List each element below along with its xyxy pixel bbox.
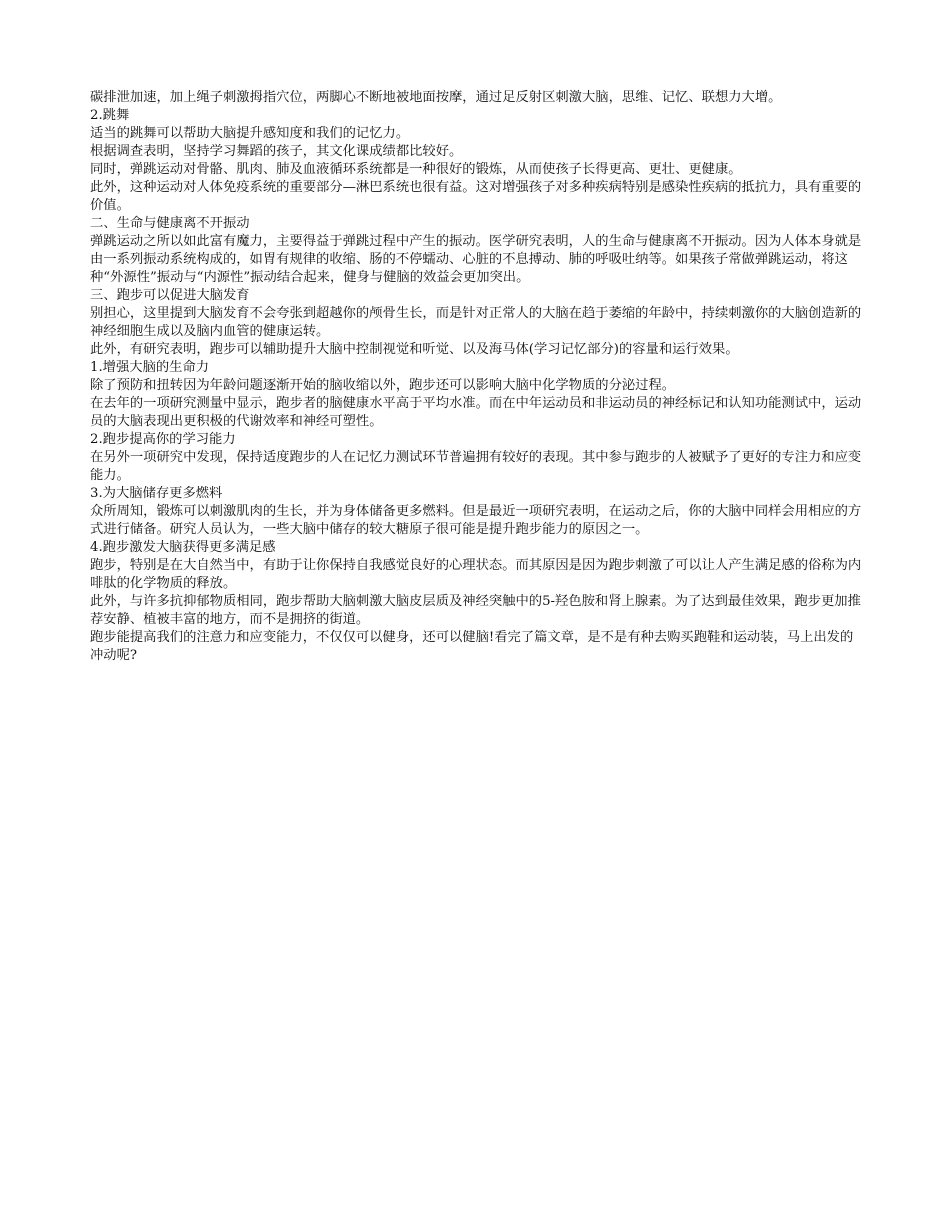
paragraph: 除了预防和扭转因为年龄问题逐渐开始的脑收缩以外，跑步还可以影响大脑中化学物质的分泌过程。	[90, 378, 676, 393]
subheading-dance: 2.跳舞	[90, 108, 130, 123]
paragraph: 此外，有研究表明，跑步可以辅助提升大脑中控制视觉和听觉、以及海马体(学习记忆部分)的容量和运行效果。	[90, 342, 739, 357]
paragraph: 在去年的一项研究测量中显示，跑步者的脑健康水平高于平均水准。而在中年运动员和非运动员的神经标记和认知功能测试中，运动员的大脑表现出更积极的代谢效率和神经可塑性。	[90, 396, 862, 429]
subheading-brain-vitality: 1.增强大脑的生命力	[90, 360, 210, 375]
paragraph: 适当的跳舞可以帮助大脑提升感知度和我们的记忆力。	[90, 126, 410, 141]
paragraph-continuation: 碳排泄加速，加上绳子刺激拇指穴位，两脚心不断地被地面按摩，通过足反射区刺激大脑，思维、记忆、联想力大增。	[90, 90, 782, 105]
section-heading-running: 三、跑步可以促进大脑发育	[90, 288, 250, 303]
paragraph: 跑步，特别是在大自然当中，有助于让你保持自我感觉良好的心理状态。而其原因是因为跑步刺激了可以让人产生满足感的俗称为内啡肽的化学物质的释放。	[90, 558, 862, 591]
paragraph: 此外，与许多抗抑郁物质相同，跑步帮助大脑刺激大脑皮层质及神经突触中的5-羟色胺和肾上腺素。为了达到最佳效果，跑步更加推荐安静、植被丰富的地方，而不是拥挤的街道。	[90, 594, 861, 627]
paragraph: 此外，这种运动对人体免疫系统的重要部分—淋巴系统也很有益。这对增强孩子对多种疾病特别是感染性疾病的抵抗力，具有重要的价值。	[90, 180, 862, 213]
paragraph: 在另外一项研究中发现，保持适度跑步的人在记忆力测试环节普遍拥有较好的表现。其中参与跑步的人被赋予了更好的专注力和应变能力。	[90, 450, 862, 483]
paragraph-conclusion: 跑步能提高我们的注意力和应变能力，不仅仅可以健身，还可以健脑!看完了篇文章，是不是有种去购买跑鞋和运动装，马上出发的冲动呢?	[90, 630, 854, 663]
paragraph: 众所周知，锻炼可以刺激肌肉的生长，并为身体储备更多燃料。但是最近一项研究表明，在运动之后，你的大脑中同样会用相应的方式进行储备。研究人员认为，一些大脑中储存的较大糖原子很可能是提升跑步能力的原因之一。	[90, 504, 862, 537]
paragraph: 根据调查表明，坚持学习舞蹈的孩子，其文化课成绩都比较好。	[90, 144, 463, 159]
paragraph: 同时，弹跳运动对骨骼、肌肉、肺及血液循环系统都是一种很好的锻炼，从而使孩子长得更高、更壮、更健康。	[90, 162, 742, 177]
subheading-brain-fuel: 3.为大脑储存更多燃料	[90, 486, 223, 501]
paragraph: 弹跳运动之所以如此富有魔力，主要得益于弹跳过程中产生的振动。医学研究表明，人的生命与健康离不开振动。因为人体本身就是由一系列振动系统构成的，如胃有规律的收缩、肠的不停蠕动、心脏的不息搏动、肺的呼吸吐纳等。如果孩子常做弹跳运动，将这种“外源性”振动与“内源性”振动结合起来，健身与健脑的效益会更加突出。	[90, 234, 862, 285]
subheading-satisfaction: 4.跑步激发大脑获得更多满足感	[90, 540, 276, 555]
paragraph: 别担心，这里提到大脑发育不会夸张到超越你的颅骨生长，而是针对正常人的大脑在趋于萎缩的年龄中，持续刺激你的大脑创造新的神经细胞生成以及脑内血管的健康运转。	[90, 306, 862, 339]
section-heading-vibration: 二、生命与健康离不开振动	[90, 216, 250, 231]
subheading-learning-ability: 2.跑步提高你的学习能力	[90, 432, 236, 447]
document-body	[90, 89, 862, 665]
